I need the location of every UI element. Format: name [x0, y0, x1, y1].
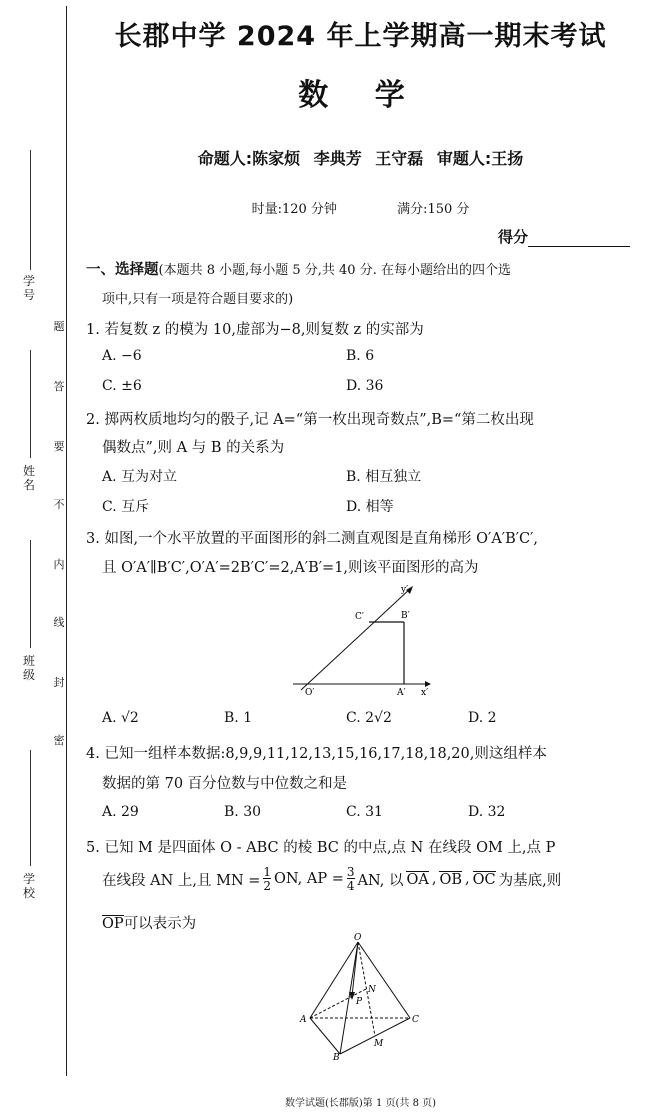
exam-title: 长郡中学 2024 年上学期高一期末考试 — [114, 21, 607, 52]
q5-text: 在线段 AN 上,且 MN = — [102, 872, 261, 889]
frac-den: 2 — [263, 879, 272, 893]
q1-option-b[interactable]: B. 6 — [346, 348, 375, 364]
q5-stem-line1: 5. 已知 M 是四面体 O - ABC 的棱 BC 的中点,点 N 在线段 OM 上,点 P — [86, 840, 556, 856]
vector-ob: OB — [439, 871, 462, 888]
q5-text: 为基底,则 — [498, 872, 562, 889]
q3-option-d[interactable]: D. 2 — [468, 710, 497, 726]
section-desc: (本题共 8 小题,每小题 5 分,共 40 分. 在每小题给出的四个选 — [158, 263, 511, 278]
edge-oc — [358, 942, 410, 1018]
margin-label-school: 学校 — [22, 872, 35, 901]
score-field[interactable] — [498, 226, 630, 247]
seal-char: 密 — [53, 734, 65, 747]
score-label: 得分 — [498, 228, 529, 246]
q3-stem-line1: 3. 如图,一个水平放置的平面图形的斜二测直观图是直角梯形 O′A′B′C′, — [86, 531, 539, 547]
full-score: 满分:150 分 — [397, 202, 470, 217]
q3-stem-line2: 且 O′A′∥B′C′,O′A′=2B′C′=2,A′B′=1,则该平面图形的高为 — [102, 560, 479, 576]
fraction-one-half — [263, 866, 271, 892]
q2-option-d[interactable]: D. 相等 — [346, 499, 394, 515]
score-blank[interactable] — [528, 232, 630, 247]
q2-option-b[interactable]: B. 相互独立 — [346, 469, 422, 485]
q5-text: 可以表示为 — [123, 916, 197, 932]
q1-option-d[interactable]: D. 36 — [346, 378, 384, 394]
q5-text: AN, 以 — [357, 872, 404, 889]
section-desc-cont: 项中,只有一项是符合题目要求的) — [102, 292, 294, 307]
q4-stem-line2: 数据的第 70 百分位数与中位数之和是 — [102, 776, 348, 792]
label-p: P — [356, 997, 363, 1007]
edge-oa — [310, 942, 358, 1018]
vector-oa: OA — [406, 871, 429, 888]
x-axis-arrow — [425, 681, 431, 687]
q4-option-d[interactable]: D. 32 — [468, 804, 506, 820]
seal-char: 题 — [53, 320, 65, 333]
q2-option-a[interactable]: A. 互为对立 — [102, 469, 178, 485]
margin-field-line — [30, 540, 31, 648]
fraction-three-quarters — [347, 866, 355, 892]
op-arrow — [349, 992, 355, 1000]
q5-text: ON, AP = — [274, 871, 344, 887]
q3-option-b[interactable]: B. 1 — [224, 710, 253, 726]
q4-option-a[interactable]: A. 29 — [102, 804, 139, 820]
margin-field-line — [30, 750, 31, 866]
section-title: 一、选择题 — [86, 262, 159, 278]
y-axis — [301, 588, 411, 690]
q4-stem-line1: 4. 已知一组样本数据:8,9,9,11,12,13,15,16,17,18,18,20,则这组样本 — [86, 746, 547, 762]
seal-char: 内 — [53, 558, 65, 571]
vector-oc: OC — [472, 871, 496, 888]
label-x: x′ — [421, 688, 429, 698]
seal-char: 答 — [53, 380, 65, 393]
margin-label-class: 班级 — [22, 654, 35, 683]
margin-field-line — [30, 150, 31, 270]
seal-char: 要 — [53, 440, 65, 453]
vector-op: OP — [102, 916, 124, 932]
time-score-line — [70, 198, 651, 217]
label-a: A — [300, 1015, 307, 1025]
frac-num: 1 — [263, 865, 272, 879]
seal-char: 不 — [53, 498, 65, 511]
frac-num: 3 — [346, 865, 355, 879]
binding-line — [66, 6, 67, 1076]
label-o: O — [354, 933, 362, 943]
q5-stem-line3 — [102, 912, 196, 933]
q2-stem-line2: 偶数点”,则 A 与 B 的关系为 — [102, 440, 285, 456]
q5-stem-line2: 在线段 AN 上,且 MN = $\frac{1}{2}$ ON, AP = $\frac{3}{4}$ AN, 以 OA , OB , OC 为基底,则 — [102, 865, 562, 893]
label-a: A′ — [397, 688, 406, 698]
seal-char: 封 — [53, 676, 65, 689]
q1-option-c[interactable]: C. ±6 — [102, 378, 142, 394]
q4-option-b[interactable]: B. 30 — [224, 804, 262, 820]
q1-stem: 1. 若复数 z 的模为 10,虚部为−8,则复数 z 的实部为 — [86, 322, 424, 338]
frac-den: 4 — [346, 879, 355, 893]
authors-line: 命题人:陈家烦 李典芳 王守磊 审题人:王扬 — [197, 149, 524, 168]
q3-option-c[interactable]: C. 2√2 — [346, 710, 392, 726]
margin-field-line — [30, 350, 31, 458]
q4-option-c[interactable]: C. 31 — [346, 804, 383, 820]
label-o: O′ — [305, 688, 315, 698]
q3-trapezoid-figure — [285, 582, 445, 700]
q2-option-c[interactable]: C. 互斥 — [102, 499, 150, 515]
q5-tetrahedron-figure — [298, 932, 428, 1060]
q2-stem-line1: 2. 掷两枚质地均匀的骰子,记 A=“第一枚出现奇数点”,B=“第二枚出现 — [86, 412, 534, 428]
label-b: B — [333, 1053, 340, 1060]
time-limit: 时量:120 分钟 — [251, 202, 337, 217]
margin-label-student-id: 学号 — [22, 274, 35, 303]
edge-ab — [310, 1018, 340, 1054]
label-n: N — [368, 985, 376, 995]
q1-option-a[interactable]: A. −6 — [102, 348, 142, 364]
label-y: y′ — [401, 585, 409, 595]
label-b: B′ — [401, 611, 410, 621]
page-footer: 数学试题(长郡版)第 1 页(共 8 页) — [284, 1098, 437, 1109]
seal-char: 线 — [53, 616, 65, 629]
label-c: C — [412, 1015, 419, 1025]
section-header — [86, 258, 511, 279]
label-c: C′ — [355, 612, 364, 622]
subject-title: 数 学 — [298, 78, 423, 113]
q3-option-a[interactable]: A. √2 — [102, 710, 139, 726]
label-m: M — [374, 1039, 384, 1049]
margin-label-name: 姓名 — [22, 464, 35, 493]
